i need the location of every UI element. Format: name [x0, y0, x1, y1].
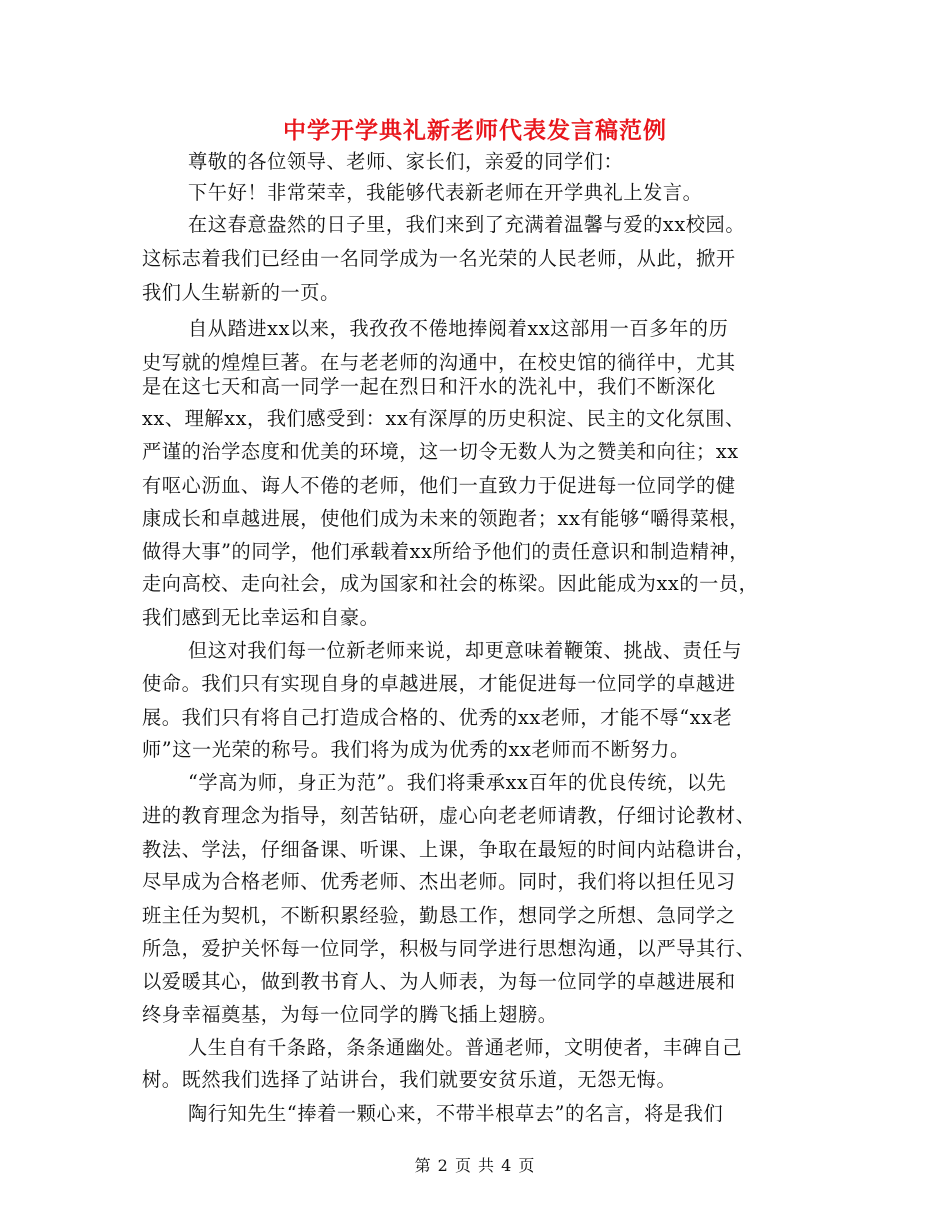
- paragraph-line: 在这春意盎然的日子里，我们来到了充满着温馨与爱的xx校园。: [188, 213, 746, 236]
- paragraph-line: 康成长和卓越进展，使他们成为未来的领跑者；xx有能够“嚼得菜根，: [142, 507, 750, 530]
- paragraph-line: 终身幸福奠基，为每一位同学的腾飞插上翅膀。: [142, 1003, 558, 1026]
- paragraph-line: 尽早成为合格老师、优秀老师、杰出老师。同时，我们将以担任见习: [142, 870, 736, 893]
- page-footer: 第 2 页 共 4 页: [414, 1156, 536, 1175]
- paragraph-line: 严谨的治学态度和优美的环境，这一切令无数人为之赞美和向往；xx: [142, 440, 739, 463]
- paragraph-line: 以爱暖其心，做到教书育人、为人师表，为每一位同学的卓越进展和: [142, 970, 736, 993]
- paragraph-line: 树。既然我们选择了站讲台，我们就要安贫乐道，无怨无悔。: [142, 1068, 677, 1091]
- paragraph-line: 所急，爱护关怀每一位同学，积极与同学进行思想沟通，以严导其行、: [142, 937, 756, 960]
- paragraph-line: 师”这一光荣的称号。我们将为成为优秀的xx老师而不断努力。: [142, 738, 690, 761]
- paragraph-line: 展。我们只有将自己打造成合格的、优秀的xx老师，才能不辱“xx老: [142, 706, 733, 729]
- paragraph-line: 人生自有千条路，条条通幽处。普通老师，文明使者，丰碑自己: [188, 1036, 743, 1059]
- paragraph-line: 下午好！非常荣幸，我能够代表新老师在开学典礼上发言。: [188, 181, 703, 204]
- paragraph-line: 使命。我们只有实现自身的卓越进展，才能促进每一位同学的卓越进: [142, 672, 736, 695]
- paragraph-line: xx、理解xx，我们感受到：xx有深厚的历史积淀、民主的文化氛围、: [142, 407, 745, 430]
- paragraph-line: 但这对我们每一位新老师来说，却更意味着鞭策、挑战、责任与: [188, 639, 743, 662]
- paragraph-line: 是在这七天和高一同学一起在烈日和汗水的洗礼中，我们不断深化: [142, 375, 716, 398]
- paragraph-line: 尊敬的各位领导、老师、家长们，亲爱的同学们：: [188, 150, 624, 173]
- paragraph-line: 班主任为契机，不断积累经验，勤恳工作，想同学之所想、急同学之: [142, 904, 736, 927]
- paragraph-line: 有呕心沥血、诲人不倦的老师，他们一直致力于促进每一位同学的健: [142, 474, 736, 497]
- paragraph-line: 走向高校、走向社会，成为国家和社会的栋梁。因此能成为xx的一员，: [142, 572, 759, 595]
- paragraph-line: 史写就的煌煌巨著。在与老老师的沟通中，在校史馆的徜徉中，尤其: [142, 351, 736, 374]
- paragraph-line: 进的教育理念为指导，刻苦钻研，虚心向老老师请教，仔细讨论教材、: [142, 804, 756, 827]
- paragraph-line: 我们人生崭新的一页。: [142, 281, 340, 304]
- paragraph-line: 这标志着我们已经由一名同学成为一名光荣的人民老师，从此，掀开: [142, 247, 736, 270]
- document-title: 中学开学典礼新老师代表发言稿范例: [283, 117, 667, 144]
- paragraph-line: 做得大事”的同学，他们承载着xx所给予他们的责任意识和制造精神，: [142, 540, 750, 563]
- paragraph-line: 教法、学法，仔细备课、听课、上课，争取在最短的时间内站稳讲台，: [142, 838, 756, 861]
- paragraph-line: 自从踏进xx以来，我孜孜不倦地捧阅着xx这部用一百多年的历: [188, 317, 729, 340]
- paragraph-line: 我们感到无比幸运和自豪。: [142, 606, 380, 629]
- paragraph-line: “学高为师，身正为范”。我们将秉承xx百年的优良传统，以先: [188, 771, 727, 794]
- paragraph-line: 陶行知先生“捧着一颗心来，不带半根草去”的名言，将是我们: [188, 1102, 724, 1125]
